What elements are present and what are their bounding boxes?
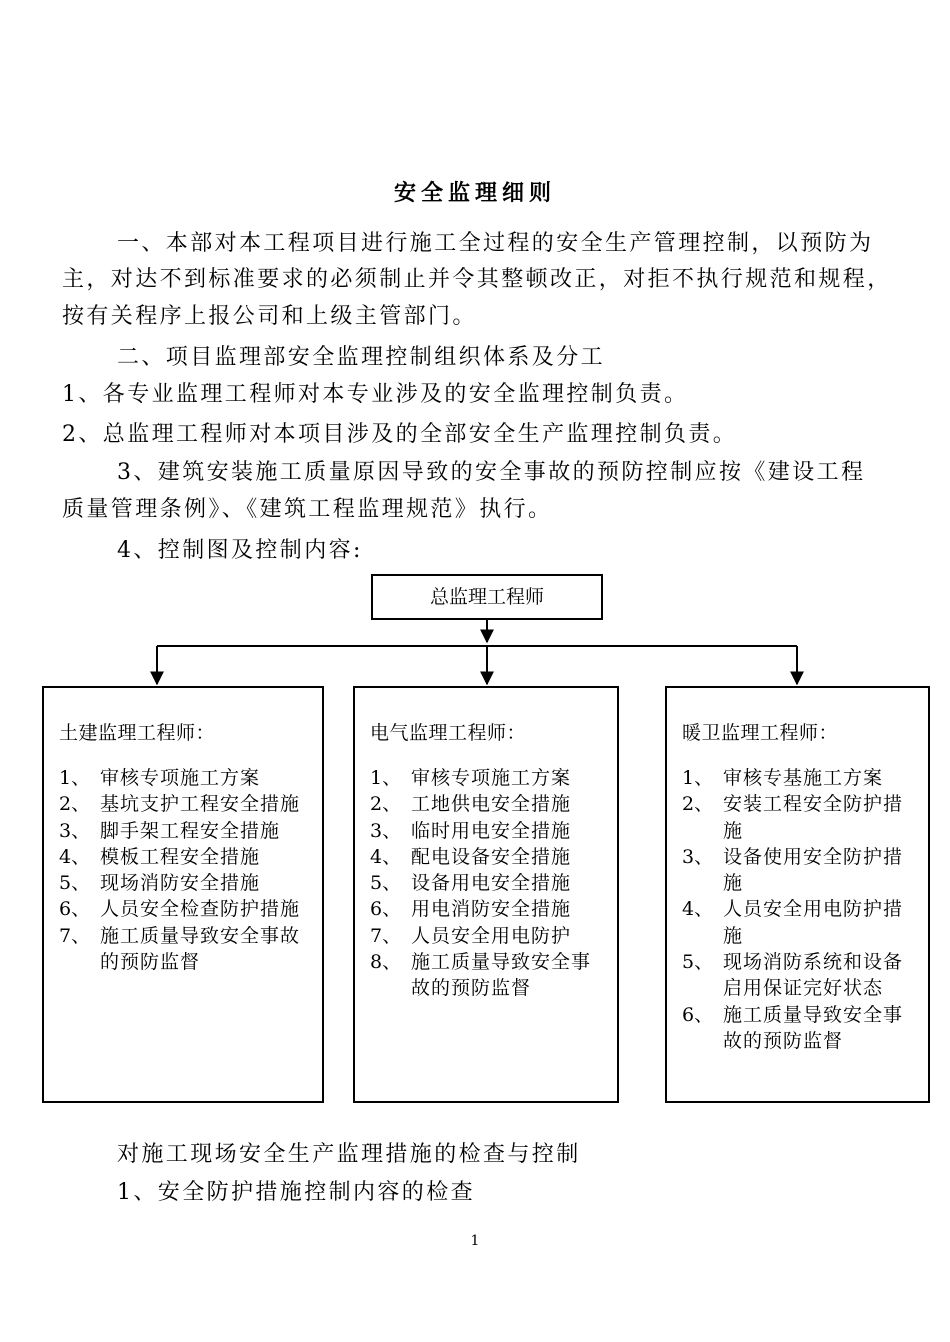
list-item: 2、 工地供电安全措施 <box>370 793 572 816</box>
list-item: 3、 临时用电安全措施 <box>370 819 572 842</box>
item-3-line-2: 质量管理条例》、《建筑工程监理规范》执行。 <box>62 497 553 522</box>
hvac-plumbing-engineer-box <box>665 686 930 1103</box>
list-item: 5、 现场消防安全措施 <box>59 872 261 895</box>
item-4: 4、控制图及控制内容: <box>117 538 363 563</box>
civil-engineer-heading: 土建监理工程师： <box>59 722 216 744</box>
section-heading-2: 二、项目监理部安全监理控制组织体系及分工 <box>117 345 606 370</box>
list-item: 7、 施工质量导致安全事故的预防监督 <box>59 924 301 974</box>
electrical-engineer-heading: 电气监理工程师： <box>370 722 527 744</box>
paragraph-1-line-3: 按有关程序上报公司和上级主管部门。 <box>62 304 477 329</box>
list-item: 6、 施工质量导致安全事故的预防监督 <box>682 1003 904 1052</box>
civil-engineer-box <box>42 686 324 1103</box>
list-item: 1、 审核专项施工方案 <box>59 767 261 789</box>
list-item: 5、 现场消防系统和设备启用保证完好状态 <box>682 951 904 1000</box>
list-item: 3、 脚手架工程安全措施 <box>59 819 281 842</box>
item-1: 1、各专业监理工程师对本专业涉及的安全监理控制负责。 <box>62 382 689 407</box>
chief-engineer-box: 总监理工程师 <box>371 574 603 620</box>
list-item: 3、 设备使用安全防护措施 <box>682 845 904 895</box>
paragraph-1-line-1: 一、本部对本工程项目进行施工全过程的安全生产管理控制，以预防为 <box>117 231 874 256</box>
list-item: 6、 用电消防安全措施 <box>370 898 572 921</box>
document-title: 安全监理细则 <box>393 180 556 206</box>
item-2: 2、总监理工程师对本项目涉及的全部安全生产监理控制负责。 <box>62 422 738 447</box>
list-item: 2、 基坑支护工程安全措施 <box>59 793 301 816</box>
page-number: 1 <box>470 1233 480 1249</box>
list-item: 1、 审核专项施工方案 <box>370 767 572 789</box>
section-heading-inspection: 对施工现场安全生产监理措施的检查与控制 <box>117 1142 581 1167</box>
list-item: 6、 人员安全检查防护措施 <box>59 898 301 921</box>
list-item: 5、 设备用电安全措施 <box>370 872 572 895</box>
list-item: 4、 人员安全用电防护措施 <box>682 898 904 947</box>
electrical-engineer-box <box>353 686 619 1103</box>
inspection-item-1: 1、安全防护措施控制内容的检查 <box>117 1180 475 1205</box>
list-item: 7、 人员安全用电防护 <box>370 924 572 947</box>
hvac-plumbing-engineer-heading: 暖卫监理工程师： <box>682 722 839 744</box>
paragraph-1-line-2: 主，对达不到标准要求的必须制止并令其整顿改正，对拒不执行规范和规程， <box>62 267 892 292</box>
item-3-line-1: 3、建筑安装施工质量原因导致的安全事故的预防控制应按《建设工程 <box>117 460 866 485</box>
list-item: 4、 模板工程安全措施 <box>59 845 261 868</box>
civil-task-list <box>59 765 312 975</box>
list-item: 2、 安装工程安全防护措施 <box>682 793 904 842</box>
list-item: 8、 施工质量导致安全事故的预防监督 <box>370 951 592 1000</box>
hvac-task-list <box>682 765 918 1054</box>
list-item: 1、 审核专基施工方案 <box>682 767 884 789</box>
electrical-task-list <box>370 765 607 1002</box>
list-item: 4、 配电设备安全措施 <box>370 845 572 868</box>
